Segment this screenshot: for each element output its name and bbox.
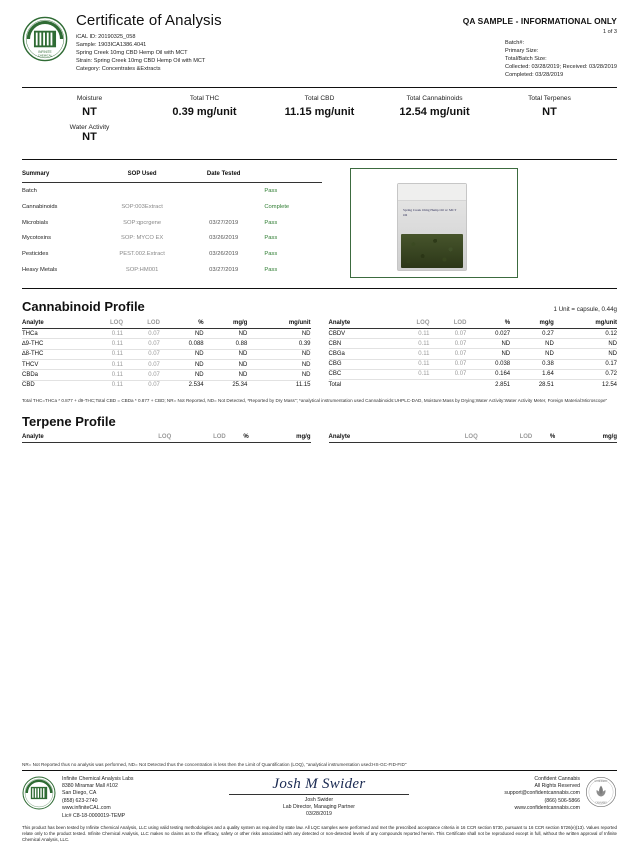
cell-mgg: 28.51 — [510, 379, 554, 389]
summary-row-status: Complete — [264, 203, 290, 210]
table-row — [22, 339, 311, 349]
meta-line-ical-id: iCAL ID: 20190325_058 — [76, 34, 136, 40]
cell-lod: 0.07 — [430, 359, 467, 369]
cell-pct: ND — [466, 349, 510, 359]
infinite-chemical-analysis-logo-icon — [22, 16, 68, 62]
coa-page — [0, 14, 639, 853]
col-analyte: Analyte — [22, 434, 115, 443]
cell-mgunit: ND — [554, 349, 617, 359]
total-cbd — [262, 95, 377, 143]
signer-title: Lab Director, Managing Partner — [282, 803, 355, 810]
cell-analyte: CBDa — [22, 370, 85, 380]
summary-row-sop: SOP:qpcrgene — [123, 219, 162, 226]
col-pct: % — [160, 320, 204, 329]
cell-analyte: ∆9-THC — [22, 339, 85, 349]
table-row-total — [329, 379, 618, 389]
cell-lod: 0.07 — [123, 329, 160, 339]
summary-row-sop: SOP:HM001 — [125, 267, 159, 274]
total-cannabinoids — [377, 95, 492, 143]
cell-loq: 0.11 — [85, 339, 123, 349]
summary-col-date: Date Tested — [206, 171, 241, 178]
page-title: Certificate of Analysis — [76, 12, 222, 29]
summary-row-status: Pass — [264, 251, 278, 258]
cell-loq: 0.11 — [392, 359, 430, 369]
col-lod: LOD — [171, 434, 226, 443]
nr-note: NR= Not Reported thus no analysis was performed, ND= Not Detected thus the concentration is less then the Limit of Quantification (LOQ), "analytical instrumentation used:HS-GC-FID-FID" — [22, 761, 407, 767]
cell-mgunit: 0.72 — [554, 369, 617, 379]
meta-line-product: Spring Creek 10mg CBD Hemp Oil with MCT — [76, 50, 188, 56]
cannabinoid-section — [22, 299, 617, 404]
table-row — [22, 215, 322, 231]
cell-mgg: ND — [510, 339, 554, 349]
cell-loq — [392, 379, 430, 389]
cell-analyte: CBG — [329, 359, 392, 369]
lab-address-1: 8380 Miramar Mall #102 — [62, 782, 118, 789]
cell-lod: 0.07 — [123, 349, 160, 359]
cell-lod: 0.07 — [430, 349, 467, 359]
batch-line-number: Batch#: — [505, 40, 525, 46]
cell-mgunit: ND — [247, 359, 310, 369]
cell-mgunit: ND — [247, 349, 310, 359]
batch-info — [505, 39, 617, 79]
col-loq: LOQ — [392, 320, 430, 329]
col-mgg: mg/g — [510, 320, 554, 329]
summary-row-status: Pass — [264, 235, 278, 242]
cell-pct: ND — [466, 339, 510, 349]
lab-license: Lic# C8-18-0000019-TEMP — [62, 812, 126, 819]
summary-title: Summary — [22, 171, 50, 178]
lab-phone: (858) 623-2740 — [62, 797, 98, 804]
total-thc-value: 0.39 mg/unit — [172, 106, 237, 118]
cell-pct: 0.027 — [466, 329, 510, 339]
total-cannabinoids-value: 12.54 mg/unit — [399, 106, 470, 118]
total-moisture-value: NT — [82, 106, 97, 118]
header-right — [463, 14, 617, 79]
table-row — [22, 262, 322, 278]
col-mgunit: mg/unit — [554, 320, 617, 329]
col-mgg: mg/g — [555, 434, 617, 443]
summary-row-sop — [95, 182, 189, 199]
signer-name: Josh Swider — [304, 796, 334, 803]
col-lod: LOD — [478, 434, 533, 443]
cell-pct: 0.038 — [466, 359, 510, 369]
sample-photo — [350, 168, 518, 278]
total-moisture — [32, 95, 147, 143]
summary-row-date: 03/27/2019 — [209, 267, 239, 274]
cell-analyte: THCa — [22, 329, 85, 339]
svg-text:CONFIDENT: CONFIDENT — [594, 780, 608, 783]
cell-pct: ND — [160, 359, 204, 369]
cc-name: Confident Cannabis — [534, 775, 580, 782]
cell-loq: 0.11 — [392, 329, 430, 339]
summary-row-name: Heavy Metals — [22, 267, 58, 274]
batch-line-completed: Completed: 03/28/2019 — [505, 72, 564, 78]
col-mgg: mg/g — [249, 434, 311, 443]
cell-analyte: ∆8-THC — [22, 349, 85, 359]
cell-analyte: CBN — [329, 339, 392, 349]
col-mgg: mg/g — [204, 320, 248, 329]
cell-lod — [430, 379, 467, 389]
cc-website[interactable]: www.confidentcannabis.com — [514, 805, 580, 812]
table-row — [22, 349, 311, 359]
footer-divider — [22, 770, 617, 771]
cell-mgg: ND — [204, 359, 248, 369]
cell-mgunit: ND — [247, 370, 310, 380]
svg-text:CANNABIS: CANNABIS — [595, 802, 607, 805]
sample-meta — [76, 33, 222, 73]
summary-row-date — [189, 199, 258, 215]
cell-lod: 0.07 — [123, 370, 160, 380]
cell-mgg: ND — [204, 370, 248, 380]
cell-lod: 0.07 — [123, 339, 160, 349]
cc-support-email[interactable]: support@confidentcannabis.com — [504, 790, 580, 797]
terpene-table-left — [22, 434, 311, 443]
total-terpenes-label: Total Terpenes — [528, 95, 571, 102]
total-terpenes-value: NT — [542, 106, 557, 118]
table-row — [22, 370, 311, 380]
cell-mgg: 0.38 — [510, 359, 554, 369]
cannabinoid-section-title: Cannabinoid Profile — [22, 299, 145, 314]
summary-row-name: Batch — [22, 187, 37, 194]
confident-cannabis-seal-icon — [585, 776, 617, 808]
cell-mgunit: 0.12 — [554, 329, 617, 339]
cell-mgg: 0.27 — [510, 329, 554, 339]
col-lod: LOD — [430, 320, 467, 329]
batch-line-total-size: Total/Batch Size: — [505, 56, 547, 62]
footer-lab-info — [22, 776, 134, 820]
summary-table — [22, 168, 322, 278]
col-pct: % — [226, 434, 249, 443]
cell-lod: 0.07 — [148, 382, 160, 389]
cell-lod: 0.07 — [430, 329, 467, 339]
col-analyte: Analyte — [329, 320, 392, 329]
col-pct: % — [466, 320, 510, 329]
summary-col-sop: SOP Used — [127, 171, 157, 178]
lab-website[interactable]: www.infiniteCAL.com — [62, 805, 111, 812]
cc-rights: All Rights Reserved — [534, 782, 580, 789]
table-row — [22, 359, 311, 369]
sample-bag — [397, 183, 467, 271]
cell-loq: 0.11 — [85, 359, 123, 369]
col-analyte: Analyte — [22, 320, 85, 329]
cell-mgunit: ND — [554, 339, 617, 349]
cell-lod: 0.07 — [123, 359, 160, 369]
summary-row-name: Cannabinoids — [22, 203, 58, 210]
cell-analyte: THCV — [22, 359, 85, 369]
table-row — [329, 349, 618, 359]
summary-row-status: Pass — [264, 187, 278, 194]
col-loq: LOQ — [115, 434, 171, 443]
totals-divider — [22, 159, 617, 160]
summary-section — [22, 168, 617, 278]
summary-divider — [22, 288, 617, 289]
col-analyte: Analyte — [329, 434, 422, 443]
cell-mgunit: 0.17 — [554, 359, 617, 369]
cell-loq: 0.11 — [392, 339, 430, 349]
cell-pct: ND — [160, 370, 204, 380]
cell-loq: 0.11 — [85, 329, 123, 339]
total-water-activity-label: Water Activity — [69, 124, 110, 131]
cell-mgg: 0.88 — [204, 339, 248, 349]
cannabinoid-table-right — [329, 320, 618, 390]
batch-line-collected: Collected: 03/28/2019; Received: 03/28/2019 — [505, 64, 617, 70]
legal-disclaimer: This product has been tested by Infinite Chemical Analysis, LLC using valid testing methodologies and a quality system as required by state law. All LQC samples were performed and met the prescribed acceptance criteria in 16 CCR section 5730, pursuant to 16 CCR section 5726(e)(13). Values reported relate only to the product tested. Infinite Chemical Analysis, LLC makes no claims as to the efficacy, safety or other risks associated with any detected or non-detected levels of any compounds reported herein. This Certificate shall not be reproduced except in full, without the written approval of Infinite Chemical Analysis, LLC. — [22, 825, 617, 842]
svg-text:INFINITE: INFINITE — [38, 49, 52, 54]
cell-loq: 0.11 — [111, 382, 124, 389]
cell-mgg: ND — [204, 349, 248, 359]
cell-lod: 0.07 — [430, 369, 467, 379]
total-thc — [147, 95, 262, 143]
col-mgunit: mg/unit — [247, 320, 310, 329]
table-row — [329, 359, 618, 369]
title-block — [76, 12, 222, 73]
bag-label-text: Spring Creek 10mg Hemp Oil w/ MCT Oil — [403, 208, 457, 217]
total-moisture-label: Moisture — [76, 95, 103, 102]
terpene-section-title: Terpene Profile — [22, 414, 116, 430]
col-loq: LOQ — [422, 434, 478, 443]
total-cbd-value: 11.15 mg/unit — [284, 106, 355, 118]
col-loq: LOQ — [85, 320, 123, 329]
summary-row-status: Pass — [264, 219, 278, 226]
bag-seal — [398, 184, 466, 201]
terpene-empty-area — [22, 443, 617, 593]
table-row — [329, 329, 618, 339]
meta-line-sample: Sample: 1903ICA1386.4041 — [76, 42, 147, 48]
summary-row-name: Pesticides — [22, 251, 49, 258]
table-row — [329, 339, 618, 349]
summary-row-sop: PEST.002.Extract — [119, 251, 165, 258]
cell-pct: 0.164 — [466, 369, 510, 379]
terpene-section — [22, 414, 617, 593]
cell-analyte: CBC — [329, 369, 392, 379]
meta-line-strain: Strain: Spring Creek 10mg CBD Hemp Oil with MCT — [76, 58, 206, 64]
cell-analyte: Total — [329, 379, 392, 389]
summary-row-date: 03/27/2019 — [209, 219, 239, 226]
cannabinoid-footnote: Total THC=THCa * 0.877 + d9-THC;Total CBD = CBDa * 0.877 + CBD; NR= Not Reported, ND= Not Detected, *Reported by Dry Mass"; *analytical instrumentation used Cannabinoids:UHPLC-DAD, Moisture:Mass by Drying;Water Activity:Water Activity Meter, Foreign Material:Microscope" — [22, 397, 608, 403]
lab-name: Infinite Chemical Analysis Labs — [62, 775, 134, 782]
total-thc-label: Total THC — [189, 95, 220, 102]
cell-loq: 0.11 — [392, 349, 430, 359]
cell-mgg: 1.64 — [510, 369, 554, 379]
table-row — [22, 182, 322, 199]
footer-signature-block — [229, 776, 409, 819]
summary-row-sop: SOP: MYCO EX — [121, 235, 164, 242]
header-left — [22, 14, 222, 73]
total-cbd-label: Total CBD — [304, 95, 335, 102]
cc-phone: (866) 506-5866 — [544, 797, 580, 804]
meta-line-category: Category: Concentrates &Extracts — [76, 66, 161, 72]
cell-mgunit: 11.15 — [295, 382, 311, 389]
summary-row-sop: SOP:003Extract — [121, 203, 163, 210]
total-terpenes — [492, 95, 607, 143]
lab-address-2: San Diego, CA — [62, 790, 97, 797]
cell-mgunit: 12.54 — [554, 379, 617, 389]
cell-mgg: ND — [204, 329, 248, 339]
col-pct: % — [532, 434, 555, 443]
summary-row-name: Microbials — [22, 219, 49, 226]
summary-row-date — [189, 182, 258, 199]
document-footer — [22, 762, 617, 843]
cell-analyte: CBD — [22, 382, 35, 389]
cell-loq: 0.11 — [85, 370, 123, 380]
cell-loq: 0.11 — [392, 369, 430, 379]
svg-text:CHEMICAL: CHEMICAL — [37, 54, 53, 58]
summary-row-date: 03/26/2019 — [209, 235, 239, 242]
table-row — [22, 329, 311, 339]
terpene-table-right — [329, 434, 618, 443]
footer-cc-info — [504, 776, 617, 813]
cell-mgunit: 0.39 — [247, 339, 310, 349]
col-lod: LOD — [123, 320, 160, 329]
table-row — [22, 199, 322, 215]
batch-line-primary-size: Primary Size: — [505, 48, 539, 54]
cell-pct: ND — [160, 349, 204, 359]
summary-row-name: Mycotoxins — [22, 235, 51, 242]
table-row — [329, 369, 618, 379]
signer-date: 03/28/2019 — [305, 811, 332, 818]
bag-contents — [401, 234, 463, 268]
cell-pct: ND — [160, 329, 204, 339]
table-row — [22, 246, 322, 262]
cannabinoid-table-left — [22, 320, 311, 390]
infinite-chemical-analysis-logo-icon — [22, 776, 56, 810]
total-cannabinoids-label: Total Cannabinoids — [406, 95, 463, 102]
page-number: 1 of 3 — [603, 29, 617, 35]
cell-loq: 0.11 — [85, 349, 123, 359]
cell-pct: 2.851 — [466, 379, 510, 389]
cell-mgunit: ND — [247, 329, 310, 339]
cell-lod: 0.07 — [430, 339, 467, 349]
total-water-activity-value: NT — [82, 131, 97, 143]
table-row — [22, 380, 311, 390]
table-row — [22, 231, 322, 247]
cell-mgg: 25.34 — [232, 382, 248, 389]
cell-analyte: CBGa — [329, 349, 392, 359]
document-header — [22, 14, 617, 79]
cell-mgg: ND — [510, 349, 554, 359]
cell-pct: 0.088 — [160, 339, 204, 349]
qa-banner: QA SAMPLE - INFORMATIONAL ONLY — [462, 16, 617, 26]
totals-row — [22, 88, 617, 151]
summary-row-date: 03/26/2019 — [209, 251, 239, 258]
summary-row-status: Pass — [264, 267, 278, 274]
signature-image: Josh M Swider — [229, 776, 409, 795]
cell-pct: 2.534 — [188, 382, 204, 389]
unit-note: 1 Unit = capsule, 0.44g — [553, 306, 617, 313]
photo-area — [359, 175, 509, 271]
cell-analyte: CBDV — [329, 329, 392, 339]
